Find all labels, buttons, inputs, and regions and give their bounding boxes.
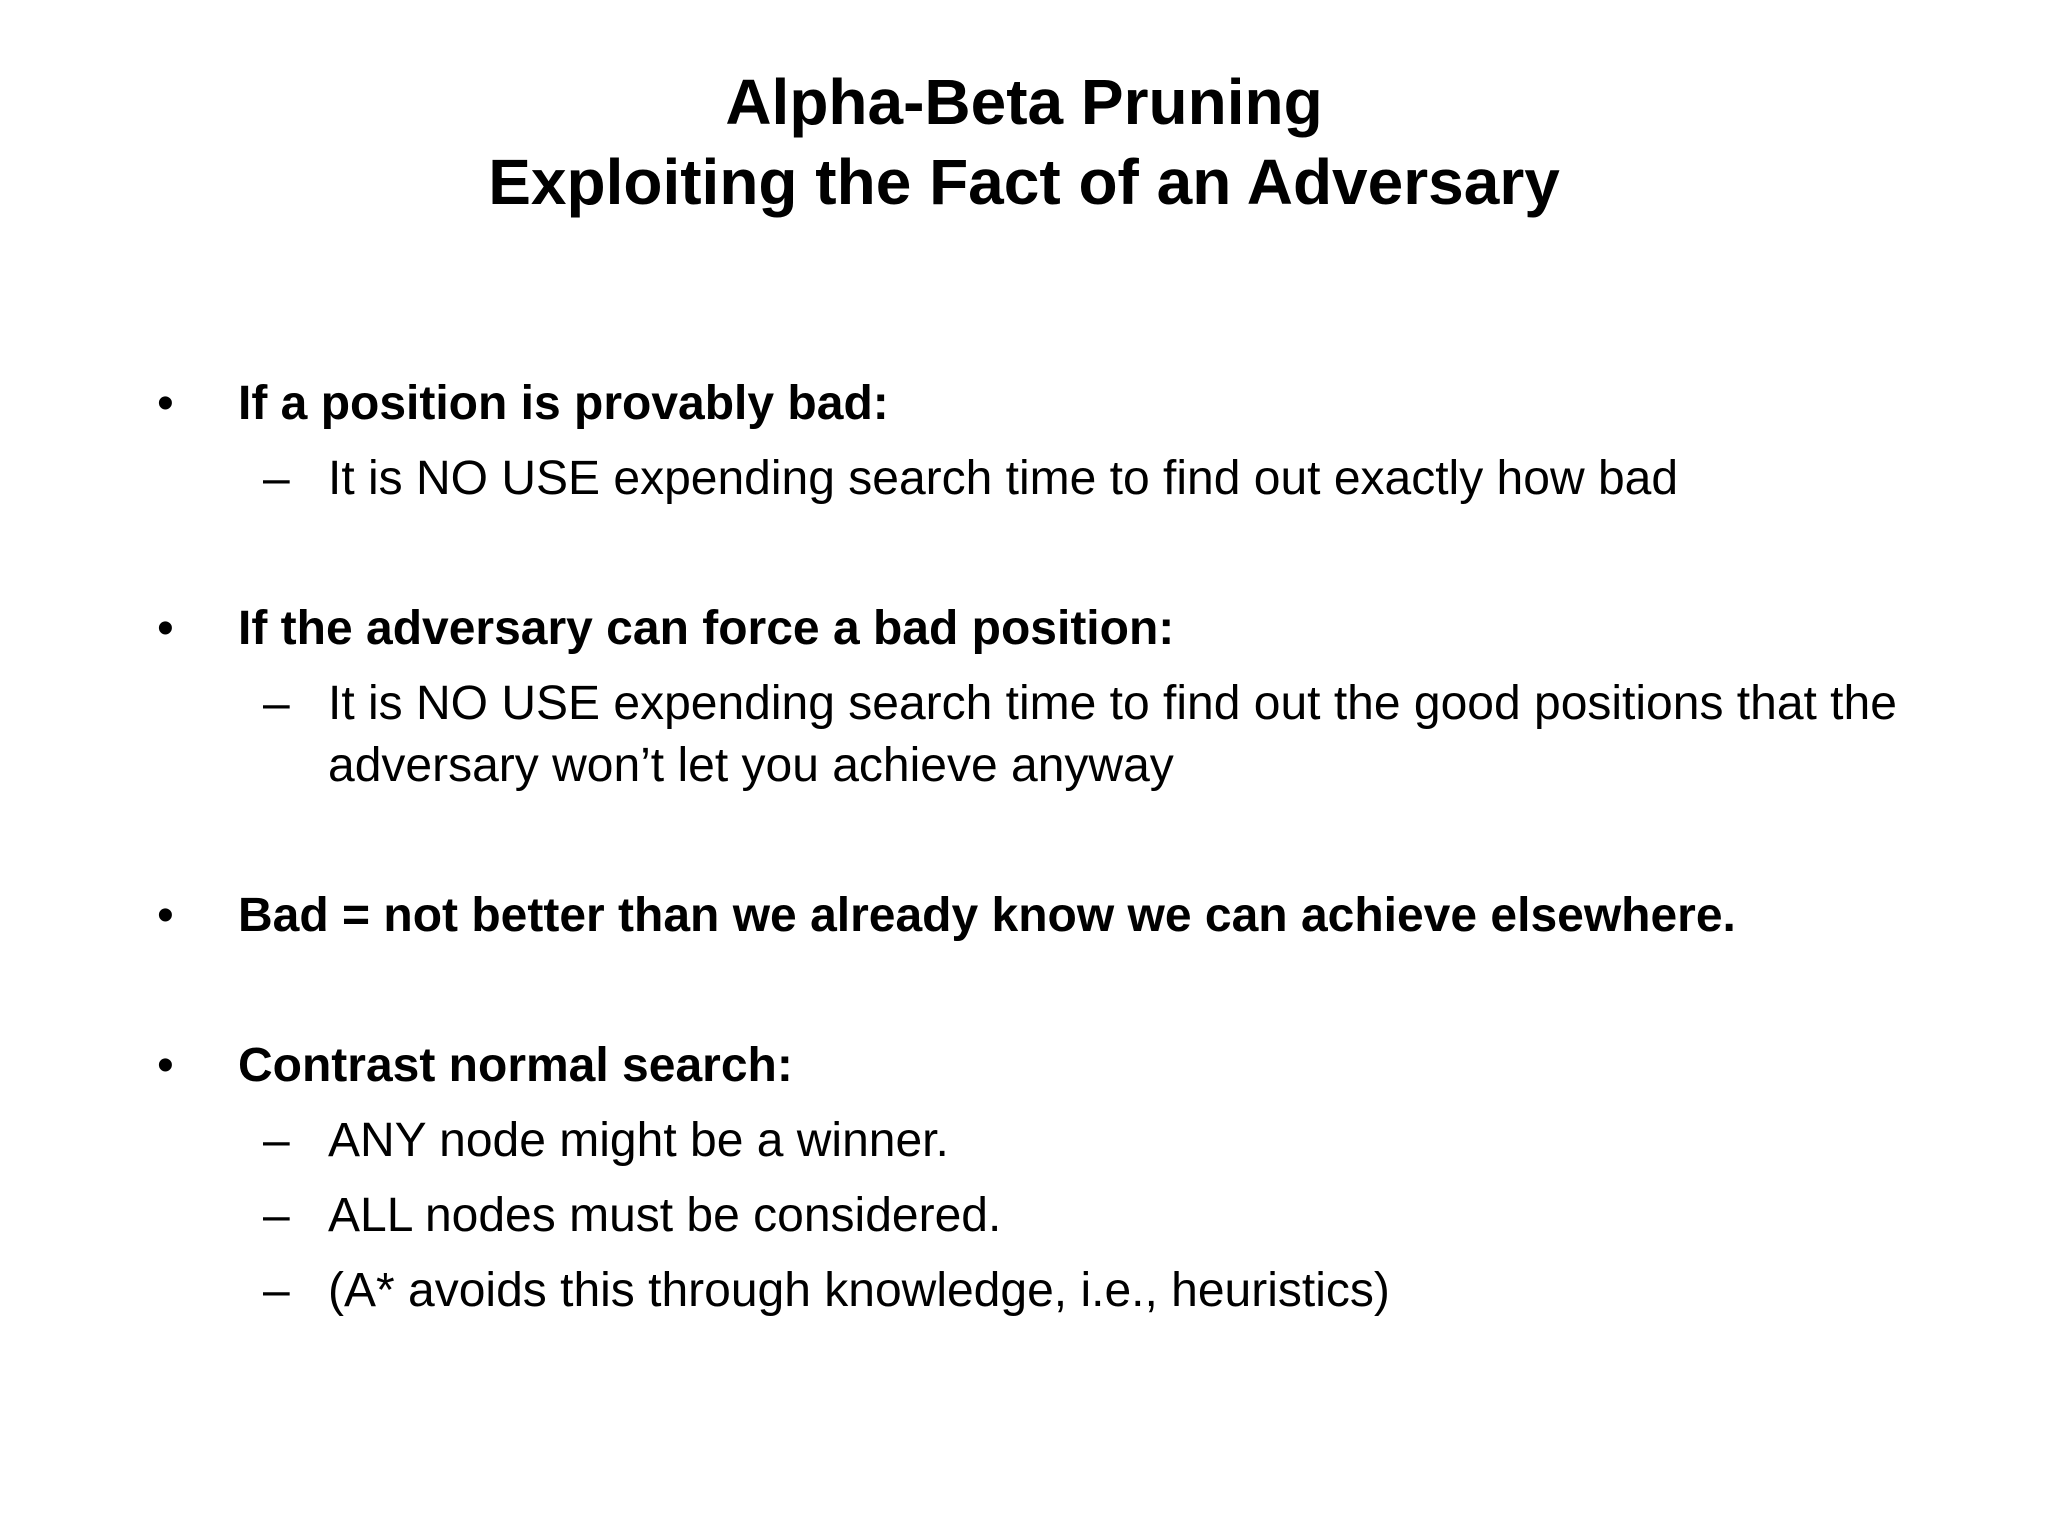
bullet-marker: • — [157, 1039, 174, 1092]
dash-marker: – — [263, 1189, 290, 1242]
bullet-marker: • — [157, 377, 174, 430]
dash-marker: – — [263, 1114, 290, 1167]
sub-bullet-text: (A* avoids this through knowledge, i.e., heuristics) — [328, 1264, 1390, 1317]
bullet-marker: • — [157, 602, 174, 655]
bullet-marker: • — [157, 889, 174, 942]
sub-bullet-text: ALL nodes must be considered. — [328, 1189, 1002, 1242]
title-line-2: Exploiting the Fact of an Adversary — [488, 146, 1560, 218]
dash-marker: – — [263, 677, 290, 730]
sub-bullet-text: It is NO USE expending search time to find out exactly how bad — [328, 452, 1679, 505]
dash-marker: – — [263, 1264, 290, 1317]
sub-bullet-text: ANY node might be a winner. — [328, 1114, 949, 1167]
sub-bullet-text: It is NO USE expending search time to find out the good positions that the adversary won’t let you achieve anyway — [328, 677, 1897, 792]
bullet-text: Bad = not better than we already know we can achieve elsewhere. — [238, 889, 1736, 942]
bullet-text: If a position is provably bad: — [238, 377, 889, 430]
title-line-1: Alpha-Beta Pruning — [725, 66, 1323, 138]
bullet-text: Contrast normal search: — [238, 1039, 793, 1092]
dash-marker: – — [263, 452, 290, 505]
bullet-text: If the adversary can force a bad position: — [238, 602, 1175, 655]
